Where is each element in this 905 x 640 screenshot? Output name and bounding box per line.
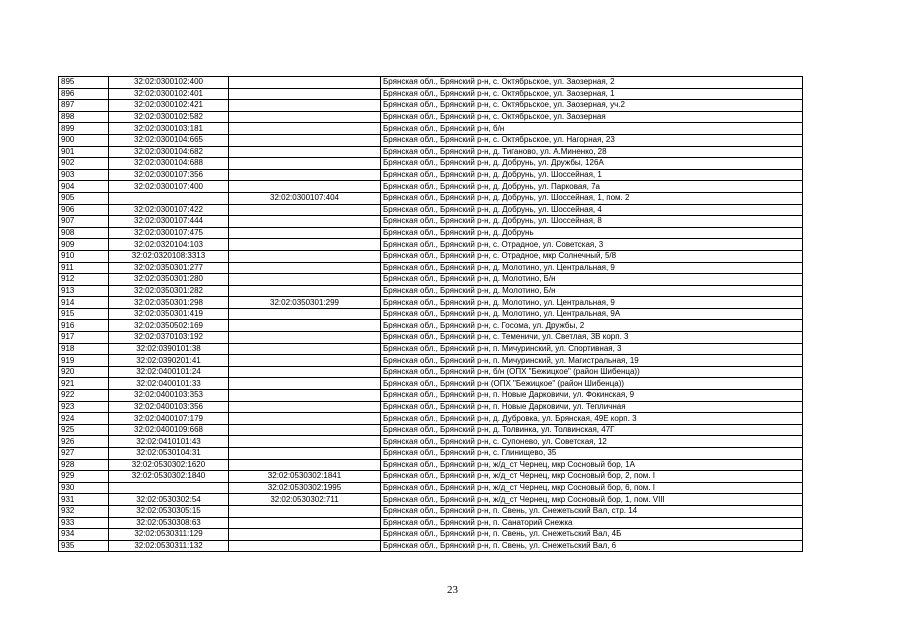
table-row	[59, 100, 803, 112]
address-cell: Брянская обл., Брянский р-н, с. Октябрьское, ул. Заозерная	[381, 111, 803, 123]
related-cadastral-cell: 32:02:0530302:711	[229, 494, 381, 506]
related-cadastral-cell	[229, 448, 381, 460]
cadastral-number-cell: 32:02:0400103:356	[109, 401, 229, 413]
address-cell: Брянская обл., Брянский р-н, д. Добрунь, ул. Шоссейная, 4	[381, 204, 803, 216]
row-number-cell: 929	[59, 471, 109, 483]
table-row	[59, 401, 803, 413]
cadastral-number-cell: 32:02:0390201:41	[109, 355, 229, 367]
cadastral-number-cell: 32:02:0300104:682	[109, 146, 229, 158]
row-number-cell: 924	[59, 413, 109, 425]
related-cadastral-cell	[229, 459, 381, 471]
address-cell: Брянская обл., Брянский р-н, с. Октябрьское, ул. Заозерная, 2	[381, 77, 803, 89]
related-cadastral-cell	[229, 204, 381, 216]
row-number-cell: 928	[59, 459, 109, 471]
address-cell: Брянская обл., Брянский р-н, д. Молотино, ул. Центральная, 9	[381, 262, 803, 274]
address-cell: Брянская обл., Брянский р-н, д. Добрунь, ул. Шоссейная, 1	[381, 169, 803, 181]
table-row	[59, 181, 803, 193]
row-number-cell: 904	[59, 181, 109, 193]
related-cadastral-cell	[229, 134, 381, 146]
row-number-cell: 902	[59, 158, 109, 170]
cadastral-number-cell: 32:02:0400101:24	[109, 366, 229, 378]
cadastral-number-cell: 32:02:0410101:43	[109, 436, 229, 448]
related-cadastral-cell	[229, 308, 381, 320]
table-row	[59, 355, 803, 367]
table-row	[59, 482, 803, 494]
table-row	[59, 343, 803, 355]
table-row	[59, 308, 803, 320]
table-row	[59, 378, 803, 390]
table-row	[59, 424, 803, 436]
address-cell: Брянская обл., Брянский р-н, п. Мичуринский, ул. Спортивная, 3	[381, 343, 803, 355]
row-number-cell: 912	[59, 274, 109, 286]
address-cell: Брянская обл., Брянский р-н, б/н (ОПХ "Бежицкое" (район Шибенца))	[381, 366, 803, 378]
row-number-cell: 901	[59, 146, 109, 158]
row-number-cell: 905	[59, 192, 109, 204]
related-cadastral-cell	[229, 390, 381, 402]
row-number-cell: 923	[59, 401, 109, 413]
address-cell: Брянская обл., Брянский р-н, с. Супонево, ул. Советская, 12	[381, 436, 803, 448]
table-row	[59, 216, 803, 228]
row-number-cell: 914	[59, 297, 109, 309]
address-cell: Брянская обл., Брянский р-н, д. Добрунь, ул. Дружбы, 126А	[381, 158, 803, 170]
related-cadastral-cell	[229, 227, 381, 239]
related-cadastral-cell	[229, 517, 381, 529]
cadastral-number-cell: 32:02:0350301:280	[109, 274, 229, 286]
related-cadastral-cell	[229, 181, 381, 193]
related-cadastral-cell	[229, 505, 381, 517]
address-cell: Брянская обл., Брянский р-н, д. Молотино, Б/н	[381, 274, 803, 286]
address-cell: Брянская обл., Брянский р-н, с. Глинищево, 35	[381, 448, 803, 460]
related-cadastral-cell	[229, 262, 381, 274]
cadastral-number-cell: 32:02:0300102:401	[109, 88, 229, 100]
address-cell: Брянская обл., Брянский р-н, д. Молотино, Б/н	[381, 285, 803, 297]
related-cadastral-cell	[229, 169, 381, 181]
table-row	[59, 285, 803, 297]
table-row	[59, 517, 803, 529]
related-cadastral-cell	[229, 436, 381, 448]
address-cell: Брянская обл., Брянский р-н, д. Добрунь, ул. Шоссейная, 8	[381, 216, 803, 228]
related-cadastral-cell	[229, 529, 381, 541]
related-cadastral-cell	[229, 378, 381, 390]
row-number-cell: 933	[59, 517, 109, 529]
table-row	[59, 146, 803, 158]
table-row	[59, 239, 803, 251]
table-row	[59, 250, 803, 262]
related-cadastral-cell	[229, 413, 381, 425]
row-number-cell: 895	[59, 77, 109, 89]
cadastral-number-cell: 32:02:0320104:103	[109, 239, 229, 251]
cadastral-number-cell	[109, 482, 229, 494]
related-cadastral-cell	[229, 285, 381, 297]
address-cell: Брянская обл., Брянский р-н, п. Свень, ул. Снежетьский Вал, 4Б	[381, 529, 803, 541]
row-number-cell: 911	[59, 262, 109, 274]
address-cell: Брянская обл., Брянский р-н, с. Отрадное, мкр Солнечный, 5/8	[381, 250, 803, 262]
table-row	[59, 158, 803, 170]
related-cadastral-cell	[229, 274, 381, 286]
cadastral-number-cell: 32:02:0530302:1620	[109, 459, 229, 471]
related-cadastral-cell: 32:02:0530302:1841	[229, 471, 381, 483]
row-number-cell: 926	[59, 436, 109, 448]
cadastral-number-cell: 32:02:0300102:400	[109, 77, 229, 89]
table-row	[59, 274, 803, 286]
cadastral-number-cell: 32:02:0530305:15	[109, 505, 229, 517]
table-row	[59, 123, 803, 135]
table-row	[59, 471, 803, 483]
cadastral-number-cell: 32:02:0530104:31	[109, 448, 229, 460]
cadastral-number-cell: 32:02:0300104:665	[109, 134, 229, 146]
cadastral-number-cell: 32:02:0400109:668	[109, 424, 229, 436]
address-cell: Брянская обл., Брянский р-н, с. Октябрьское, ул. Заозерная, уч.2	[381, 100, 803, 112]
row-number-cell: 899	[59, 123, 109, 135]
related-cadastral-cell	[229, 88, 381, 100]
cadastral-number-cell: 32:02:0320108:3313	[109, 250, 229, 262]
address-cell: Брянская обл., Брянский р-н, д. Добрунь	[381, 227, 803, 239]
address-cell: Брянская обл., Брянский р-н, д. Толвинка, ул. Толвинская, 47Г	[381, 424, 803, 436]
row-number-cell: 930	[59, 482, 109, 494]
address-cell: Брянская обл., Брянский р-н, ж/д_ст Чернец, мкр Сосновый бор, 2, пом. I	[381, 471, 803, 483]
cadastral-number-cell: 32:02:0300102:582	[109, 111, 229, 123]
row-number-cell: 925	[59, 424, 109, 436]
related-cadastral-cell: 32:02:0530302:1995	[229, 482, 381, 494]
row-number-cell: 916	[59, 320, 109, 332]
cadastral-number-cell: 32:02:0300107:475	[109, 227, 229, 239]
address-cell: Брянская обл., Брянский р-н, д. Добрунь, ул. Шоссейная, 1, пом. 2	[381, 192, 803, 204]
row-number-cell: 932	[59, 505, 109, 517]
table-row	[59, 169, 803, 181]
cadastral-number-cell	[109, 192, 229, 204]
page-number: 23	[447, 584, 458, 596]
address-cell: Брянская обл., Брянский р-н (ОПХ "Бежицкое" (район Шибенца))	[381, 378, 803, 390]
registry-table	[58, 76, 803, 552]
address-cell: Брянская обл., Брянский р-н, с. Октябрьское, ул. Нагорная, 23	[381, 134, 803, 146]
row-number-cell: 927	[59, 448, 109, 460]
table-row	[59, 366, 803, 378]
related-cadastral-cell	[229, 216, 381, 228]
cadastral-number-cell: 32:02:0300107:356	[109, 169, 229, 181]
related-cadastral-cell	[229, 100, 381, 112]
cadastral-number-cell: 32:02:0400103:353	[109, 390, 229, 402]
related-cadastral-cell	[229, 424, 381, 436]
table-row	[59, 262, 803, 274]
cadastral-number-cell: 32:02:0400107:179	[109, 413, 229, 425]
cadastral-number-cell: 32:02:0300104:688	[109, 158, 229, 170]
related-cadastral-cell	[229, 401, 381, 413]
related-cadastral-cell	[229, 320, 381, 332]
row-number-cell: 908	[59, 227, 109, 239]
row-number-cell: 897	[59, 100, 109, 112]
cadastral-number-cell: 32:02:0350301:282	[109, 285, 229, 297]
related-cadastral-cell	[229, 146, 381, 158]
related-cadastral-cell	[229, 111, 381, 123]
row-number-cell: 907	[59, 216, 109, 228]
table-row	[59, 413, 803, 425]
row-number-cell: 896	[59, 88, 109, 100]
row-number-cell: 900	[59, 134, 109, 146]
address-cell: Брянская обл., Брянский р-н, д. Тиганово, ул. А.Миненко, 28	[381, 146, 803, 158]
table-row	[59, 227, 803, 239]
table-row	[59, 448, 803, 460]
table-row	[59, 505, 803, 517]
cadastral-number-cell: 32:02:0300102:421	[109, 100, 229, 112]
cadastral-number-cell: 32:02:0350301:298	[109, 297, 229, 309]
cadastral-number-cell: 32:02:0390101:38	[109, 343, 229, 355]
row-number-cell: 918	[59, 343, 109, 355]
cadastral-number-cell: 32:02:0350301:277	[109, 262, 229, 274]
address-cell: Брянская обл., Брянский р-н, п. Новые Дарковичи, ул. Фокинская, 9	[381, 390, 803, 402]
cadastral-number-cell: 32:02:0350301:419	[109, 308, 229, 320]
row-number-cell: 898	[59, 111, 109, 123]
related-cadastral-cell	[229, 343, 381, 355]
address-cell: Брянская обл., Брянский р-н, с. Отрадное, ул. Советская, 3	[381, 239, 803, 251]
row-number-cell: 934	[59, 529, 109, 541]
address-cell: Брянская обл., Брянский р-н, ж/д_ст Чернец, мкр Сосновый бор, 1А	[381, 459, 803, 471]
cadastral-number-cell: 32:02:0300107:400	[109, 181, 229, 193]
table-row	[59, 436, 803, 448]
cadastral-number-cell: 32:02:0350502:169	[109, 320, 229, 332]
table-row	[59, 332, 803, 344]
table-row	[59, 320, 803, 332]
related-cadastral-cell	[229, 366, 381, 378]
table-row	[59, 494, 803, 506]
related-cadastral-cell	[229, 158, 381, 170]
table-row	[59, 111, 803, 123]
cadastral-number-cell: 32:02:0530311:132	[109, 540, 229, 552]
address-cell: Брянская обл., Брянский р-н, с. Госома, ул. Дружбы, 2	[381, 320, 803, 332]
related-cadastral-cell: 32:02:0350301:299	[229, 297, 381, 309]
cadastral-number-cell: 32:02:0530302:54	[109, 494, 229, 506]
cadastral-number-cell: 32:02:0300103:181	[109, 123, 229, 135]
address-cell: Брянская обл., Брянский р-н, п. Свень, ул. Снежетьский Вал, стр. 14	[381, 505, 803, 517]
related-cadastral-cell	[229, 355, 381, 367]
related-cadastral-cell	[229, 123, 381, 135]
row-number-cell: 910	[59, 250, 109, 262]
related-cadastral-cell: 32:02:0300107:404	[229, 192, 381, 204]
address-cell: Брянская обл., Брянский р-н, с. Октябрьское, ул. Заозерная, 1	[381, 88, 803, 100]
cadastral-number-cell: 32:02:0300107:444	[109, 216, 229, 228]
related-cadastral-cell	[229, 540, 381, 552]
row-number-cell: 921	[59, 378, 109, 390]
address-cell: Брянская обл., Брянский р-н, д. Молотино, ул. Центральная, 9	[381, 297, 803, 309]
address-cell: Брянская обл., Брянский р-н, д. Молотино, ул. Центральная, 9А	[381, 308, 803, 320]
row-number-cell: 920	[59, 366, 109, 378]
related-cadastral-cell	[229, 250, 381, 262]
address-cell: Брянская обл., Брянский р-н, б/н	[381, 123, 803, 135]
cadastral-number-cell: 32:02:0530308:63	[109, 517, 229, 529]
row-number-cell: 935	[59, 540, 109, 552]
table-row	[59, 459, 803, 471]
cadastral-number-cell: 32:02:0370103:192	[109, 332, 229, 344]
address-cell: Брянская обл., Брянский р-н, ж/д_ст Чернец, мкр Сосновый бор, 1, пом. VIII	[381, 494, 803, 506]
table-row	[59, 529, 803, 541]
address-cell: Брянская обл., Брянский р-н, д. Добрунь, ул. Парковая, 7а	[381, 181, 803, 193]
address-cell: Брянская обл., Брянский р-н, п. Мичуринский, ул. Магистральная, 19	[381, 355, 803, 367]
related-cadastral-cell	[229, 239, 381, 251]
row-number-cell: 913	[59, 285, 109, 297]
table-row	[59, 204, 803, 216]
cadastral-number-cell: 32:02:0530302:1840	[109, 471, 229, 483]
cadastral-number-cell: 32:02:0400101:33	[109, 378, 229, 390]
table-row	[59, 540, 803, 552]
address-cell: Брянская обл., Брянский р-н, п. Санаторий Снежка	[381, 517, 803, 529]
row-number-cell: 909	[59, 239, 109, 251]
row-number-cell: 931	[59, 494, 109, 506]
row-number-cell: 917	[59, 332, 109, 344]
address-cell: Брянская обл., Брянский р-н, с. Теменичи, ул. Светлая, 3В корп. 3	[381, 332, 803, 344]
row-number-cell: 922	[59, 390, 109, 402]
table-row	[59, 88, 803, 100]
row-number-cell: 915	[59, 308, 109, 320]
table-row	[59, 297, 803, 309]
address-cell: Брянская обл., Брянский р-н, ж/д_ст Чернец, мкр Сосновый бор, 6, пом. I	[381, 482, 803, 494]
table-row	[59, 134, 803, 146]
table-row	[59, 77, 803, 89]
address-cell: Брянская обл., Брянский р-н, д. Дубровка, ул. Брянская, 49Е корп. 3	[381, 413, 803, 425]
cadastral-number-cell: 32:02:0530311:129	[109, 529, 229, 541]
related-cadastral-cell	[229, 77, 381, 89]
address-cell: Брянская обл., Брянский р-н, п. Свень, ул. Снежетьский Вал, 6	[381, 540, 803, 552]
table-row	[59, 192, 803, 204]
row-number-cell: 903	[59, 169, 109, 181]
related-cadastral-cell	[229, 332, 381, 344]
row-number-cell: 906	[59, 204, 109, 216]
row-number-cell: 919	[59, 355, 109, 367]
table-row	[59, 390, 803, 402]
address-cell: Брянская обл., Брянский р-н, п. Новые Дарковичи, ул. Тепличная	[381, 401, 803, 413]
registry-table-body	[59, 77, 803, 552]
cadastral-number-cell: 32:02:0300107:422	[109, 204, 229, 216]
